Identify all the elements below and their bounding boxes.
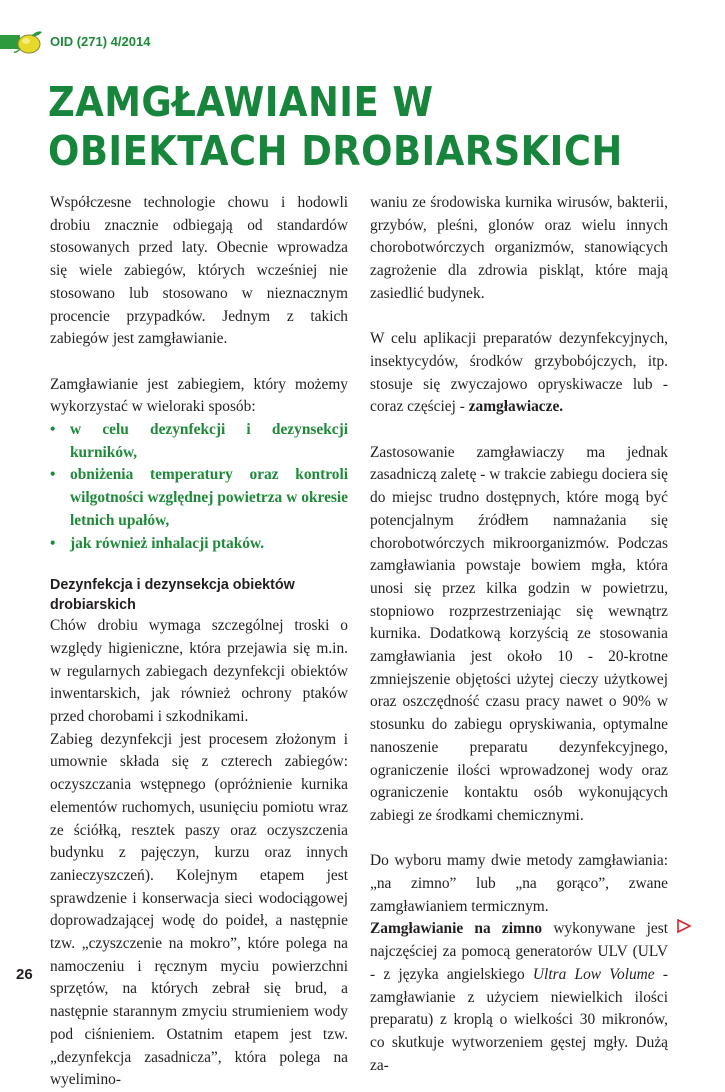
paragraph [370, 918, 668, 1077]
paragraph: Zabieg dezynfekcji jest procesem złożonym i umownie składa się z czterech zabiegów: oczyszczania wstępnego (opróżnienie kurnika elementów ruchomych, usunięciu pomiotu wraz ze ściółką, resztek paszy oraz oczyszczenia budynku z pajęczyn, kurzu oraz innych zanieczyszczeń). Kolejnym etapem jest sprawdzenie i konserwacja sieci wodociągowej doprowadzającej wodę do poideł, a następnie tzw. „czyszczenie na mokro”, które polega na namoczeniu i ręcznym myciu powierzchni sprzętów, na których zebrał się brud, a następnie starannym zmyciu strumieniem wody pod ciśnieniem. Ostatnim etapem jest tzw. „dezynfekcja zasadnicza”, która polega na wyelimino- [50, 730, 348, 1089]
list-item: • jak również inhalacji ptaków. [50, 533, 348, 556]
uses-intro-paragraph: Zamgławianie jest zabiegiem, który możemy wykorzystać w wieloraki sposób: [50, 375, 348, 416]
paragraph: Chów drobiu wymaga szczególnej troski o względy higieniczne, która przejawia się m.in. w regularnych zabiegach dezynfekcji obiektów inwentarskich, jak również ochrony ptaków przed chorobami i szkodnikami. [50, 617, 348, 726]
intro-paragraph: Współczesne technologie chowu i hodowli drobiu znacznie odbiegają od standardów stosowanych przed laty. Obecnie wprowadza się wiele zabiegów, których wcześniej nie stosowano lub stosowano w nieznacznym procencie przypadków. Jednym z takich zabiegów jest zamgławianie. [50, 194, 348, 348]
paragraph [370, 328, 668, 419]
page-number: 26 [16, 966, 33, 983]
list-item: • w celu dezynfekcji i dezynsekcji kurników, [50, 419, 348, 464]
paragraph-text: - zamgławianie z użyciem niewielkich ilości preparatu) z kroplą o wielkości 30 mikronów, co skutkuje wytworzeniem gęstej mgły. Dużą za- [370, 965, 668, 1074]
paragraph: waniu ze środowiska kurnika wirusów, bakterii, grzybów, pleśni, glonów oraz wielu innych chorobotwórczych organizmów, stanowiących zagrożenie dla zdrowia piskląt, które mają zasiedlić budynek. [370, 194, 668, 302]
list-item: • obniżenia temperatury oraz kontroli wilgotności względnej powietrza w okresie letnich upałów, [50, 464, 348, 532]
paragraph: Zastosowanie zamgławiaczy ma jednak zasadniczą zaletę - w trakcie zabiegu dociera się do miejsc trudno dostępnych, które mogą być potencjalnym źródłem namnażania się chorobotwórczych mikroorganizmów. Podczas zamgławiania powstaje bowiem mgła, która unosi się przez kilka godzin w powietrzu, stopniowo rozprzestrzeniając się wewnątrz kurnika. Dodatkową korzyścią ze stosowania zamgławiania jest około 10 - 20-krotne zmniejszenie objętości użytej cieczy użytkowej oraz oszczędność czasu pracy nawet o 90% w stosunku do zabiegu opryskiwania, optymalne nanoszenie preparatu dezynfekcyjnego, ograniczenie ilości wprowadzonej wody oraz ograniczenie kontaktu osób wykonujących zabiegi ze środkami chemicznymi. [370, 443, 668, 824]
next-page-arrow-icon[interactable] [677, 919, 691, 933]
bold-term: Zamgławianie na zimno [370, 920, 543, 938]
section-subheading: Dezynfekcja i dezynsekcja obiektów drobiarskich [50, 577, 295, 614]
paragraph: Do wyboru mamy dwie metody zamgławiania: „na zimno” lub „na gorąco”, zwane zamgławianiem termicznym. [370, 852, 668, 915]
paragraph-text: W celu aplikacji preparatów dezynfekcyjnych, insektycydów, środków grzybobójczych, itp. stosuje się zwyczajowo opryskiwacze lub - coraz częściej - [370, 330, 668, 416]
italic-term: Ultra Low Volume [532, 965, 655, 983]
uses-list [50, 419, 348, 555]
right-column [370, 192, 668, 1077]
page-title: ZAMGŁAWIANIE W OBIEKTACH DROBIARSKICH [48, 78, 623, 175]
lemon-logo-icon [12, 29, 44, 55]
issue-label: OID (271) 4/2014 [50, 34, 151, 49]
bold-term: zamgławiacze. [468, 398, 564, 416]
paragraph-text: wykonywane jest najczęściej za pomocą generatorów ULV (ULV - z języka angielskiego [370, 920, 668, 983]
left-column [50, 192, 348, 1092]
